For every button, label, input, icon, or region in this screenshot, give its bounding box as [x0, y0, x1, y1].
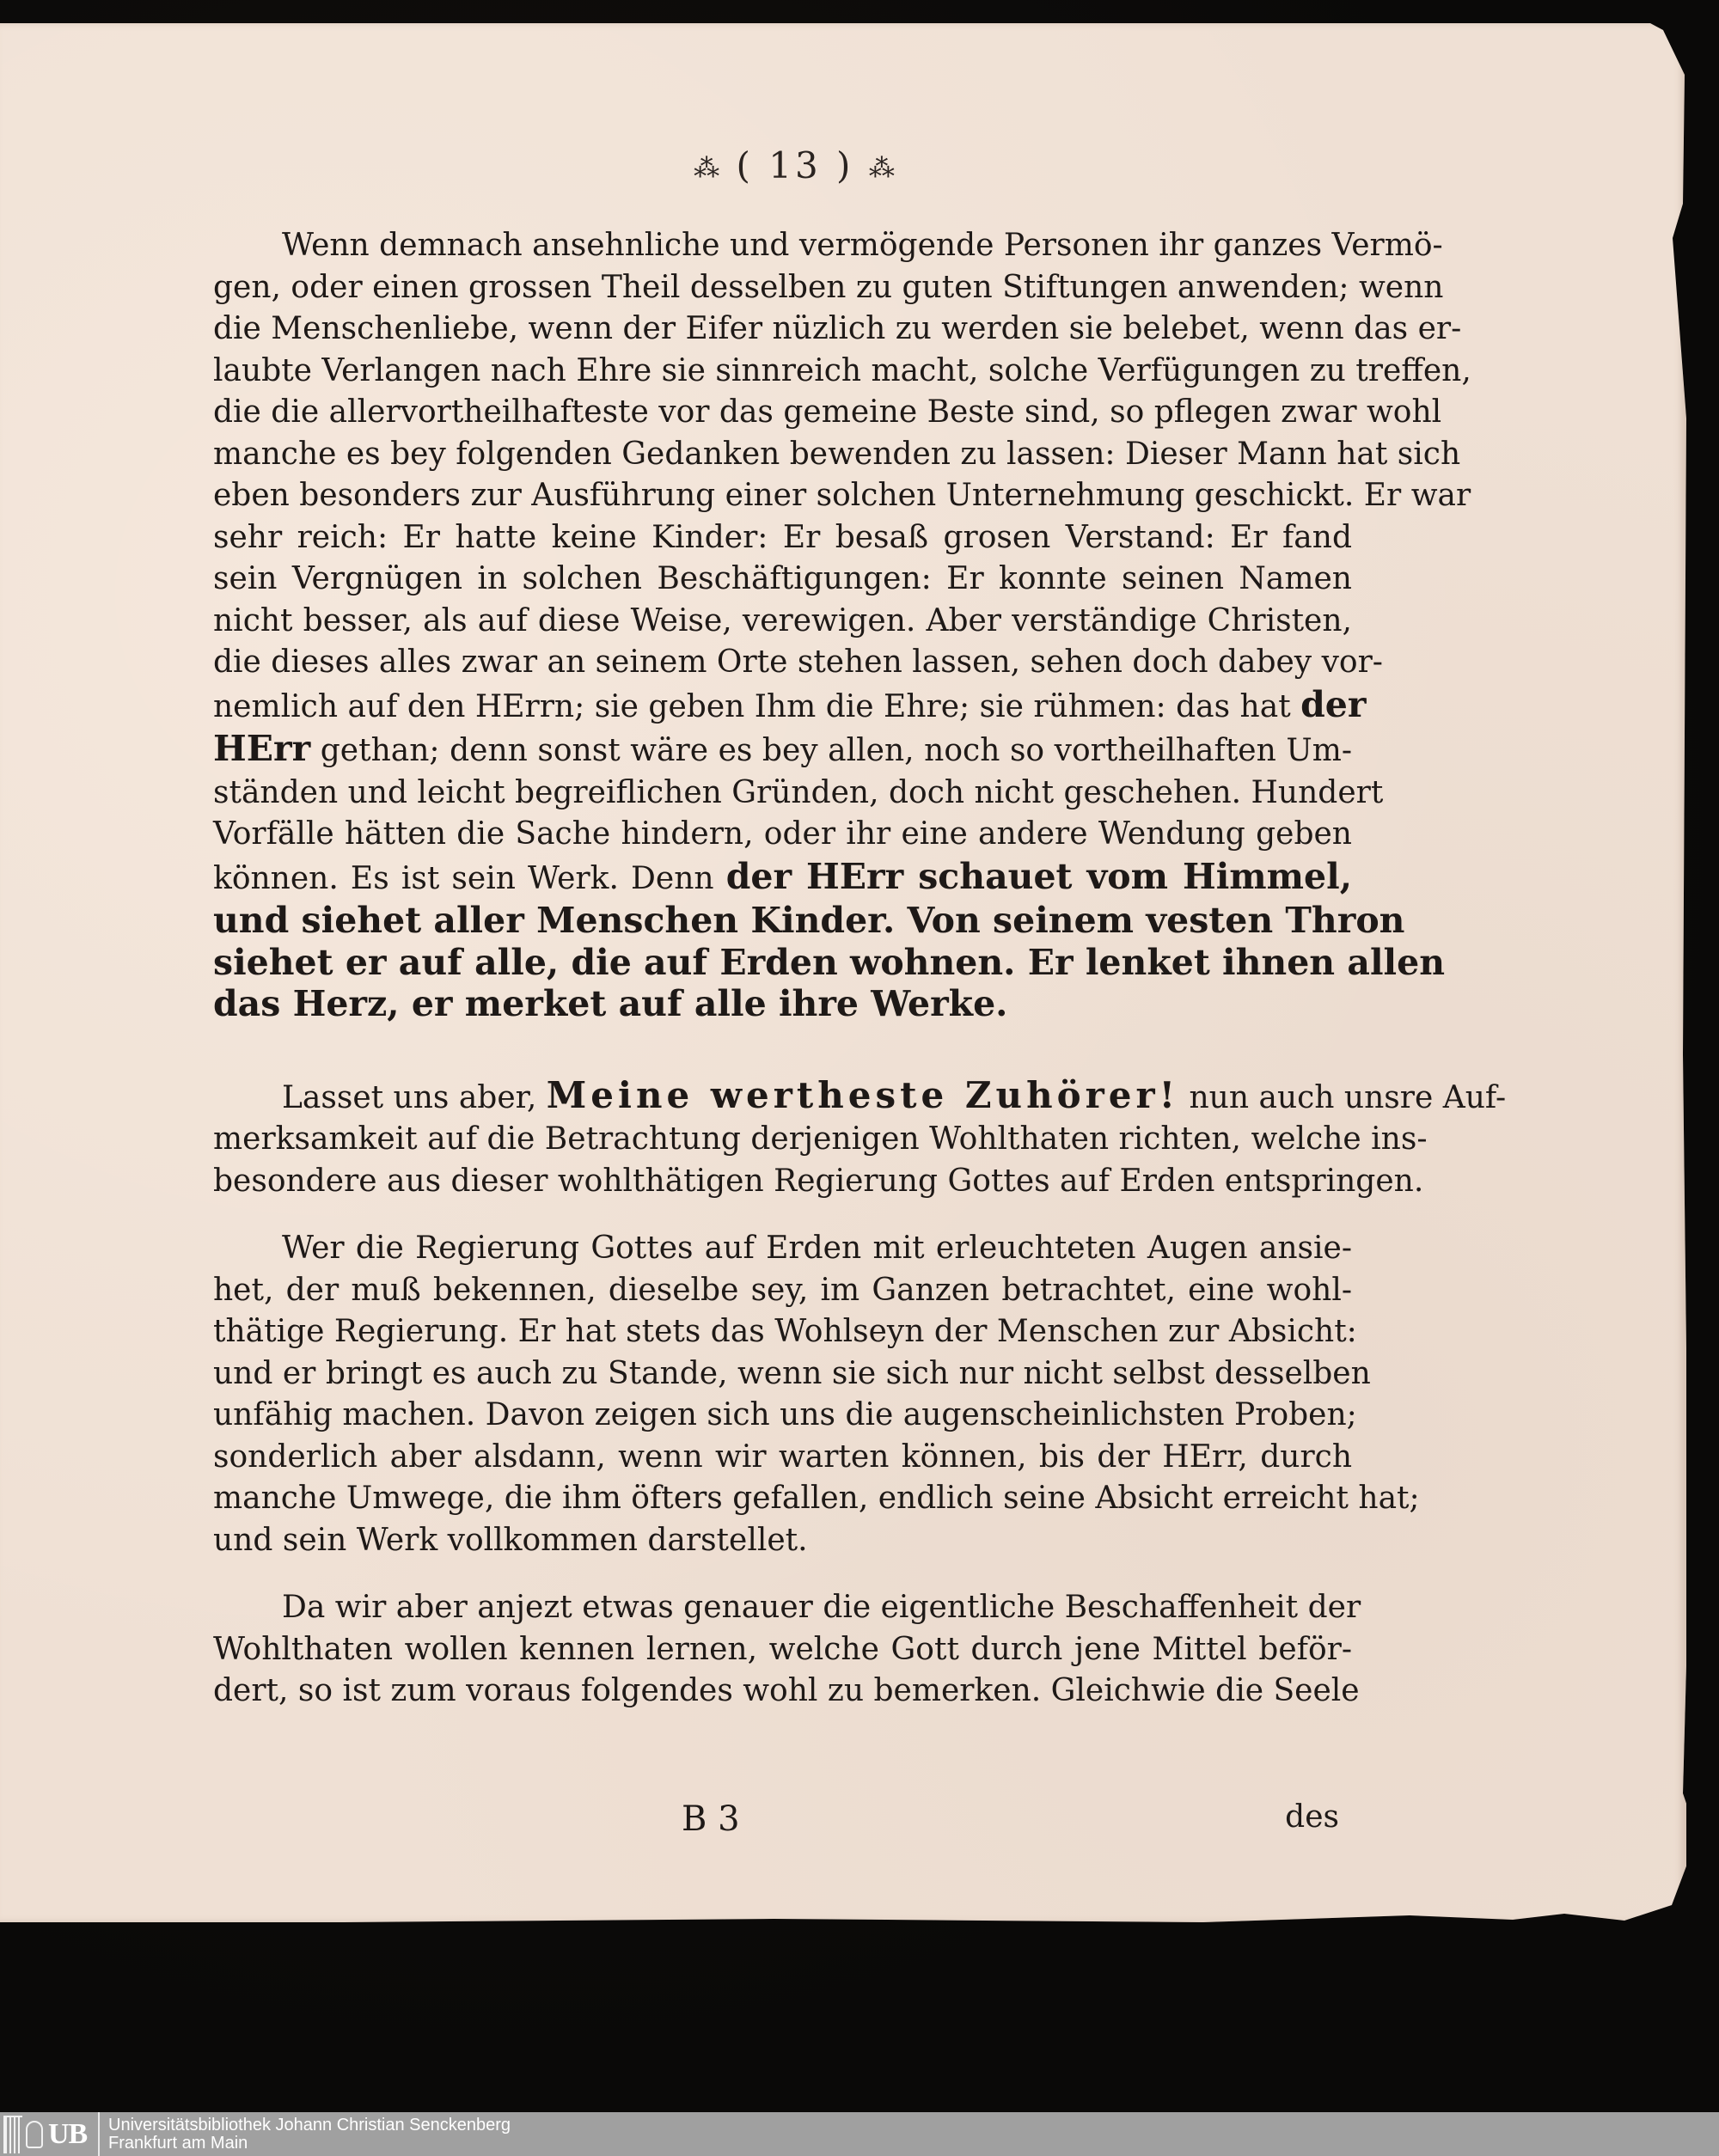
emphasized-text: HErr: [213, 728, 311, 769]
paragraph-spacer: [213, 1202, 1352, 1228]
text-line: unfähig machen. Davon zeigen sich uns die augenscheinlichsten Proben;: [213, 1397, 1357, 1432]
text-line: manche Umwege, die ihm öfters gefallen, endlich seine Absicht erreicht hat;: [213, 1481, 1420, 1516]
text-line: merksamkeit auf die Betrachtung derjenigen Wohlthaten richten, welche ins-: [213, 1121, 1428, 1157]
text-line: laubte Verlangen nach Ehre sie sinnreich macht, solche Verfügungen zu treffen,: [213, 352, 1471, 388]
library-pillars-icon: [3, 2116, 22, 2153]
text-line: manche es bey folgenden Gedanken bewenden zu lassen: Dieser Mann hat sich: [213, 436, 1461, 472]
text-line: [213, 856, 1352, 901]
text-line: sonderlich aber alsdann, wenn wir warten können, bis der HErr, durch: [213, 1438, 1352, 1475]
paragraph-4: [213, 1587, 1361, 1713]
scripture-quote: der HErr schauet vom Himmel,: [725, 855, 1352, 897]
paragraph-3: [213, 1228, 1420, 1561]
page-foot: [213, 1799, 1352, 1842]
body-text: [213, 225, 1507, 1713]
text-line: besondere aus dieser wohlthätigen Regierung Gottes auf Erden entspringen.: [213, 1163, 1424, 1199]
paragraph-1: [213, 225, 1471, 1025]
library-footer: [0, 2112, 1719, 2156]
text-line: Vorfälle hätten die Sache hindern, oder ihr eine andere Wendung geben: [213, 816, 1352, 852]
text-run: Lasset uns aber,: [282, 1079, 547, 1115]
text-line: thätige Regierung. Er hat stets das Wohlseyn der Menschen zur Absicht:: [213, 1314, 1357, 1349]
text-line: sein Vergnügen in solchen Beschäftigungen: Er konnte seinen Namen: [213, 561, 1352, 596]
asterism-ornament-right: ⁂: [868, 153, 896, 184]
text-run: können. Es ist sein Werk. Denn: [213, 860, 726, 896]
text-line: die Menschenliebe, wenn der Eifer nüzlich zu werden sie belebet, wenn das er-: [213, 311, 1462, 346]
senckenberg-portrait-icon: [26, 2121, 43, 2148]
text-line: Da wir aber anjezt etwas genauer die eigentliche Beschaffenheit der: [282, 1590, 1361, 1625]
text-line: und er bringt es auch zu Stande, wenn sie sich nur nicht selbst desselben: [213, 1355, 1371, 1391]
text-line: het, der muß bekennen, dieselbe sey, im Ganzen betrachtet, eine wohl-: [213, 1272, 1352, 1308]
text-line: gen, oder einen grossen Theil desselben zu guten Stiftungen anwenden; wenn: [213, 269, 1444, 305]
text-line: [213, 1073, 1507, 1120]
running-head: [623, 144, 967, 186]
text-line: ständen und leicht begreiflichen Gründen, doch nicht geschehen. Hundert: [213, 774, 1384, 810]
address-to-audience: Meine wertheste Zuhörer!: [546, 1073, 1180, 1116]
text-line: die dieses alles zwar an seinem Orte stehen lassen, sehen doch dabey vor-: [213, 644, 1383, 680]
text-line: die die allervortheilhafteste vor das gemeine Beste sind, so pflegen zwar wohl: [213, 394, 1442, 430]
text-line: sehr reich: Er hatte keine Kinder: Er besaß grosen Verstand: Er fand: [213, 519, 1352, 555]
ub-logo: [0, 2112, 100, 2156]
text-run: nemlich auf den HErrn; sie geben Ihm die Ehre; sie rühmen: das hat: [213, 688, 1301, 724]
scripture-quote-line: und siehet aller Menschen Kinder. Von seinem vesten Thron: [213, 900, 1405, 941]
institution-name: [108, 2116, 511, 2153]
text-line: [213, 728, 1352, 773]
text-run: nun auch unsre Auf-: [1179, 1079, 1507, 1115]
scripture-quote-line: das Herz, er merket auf alle ihre Werke.: [213, 983, 1008, 1024]
text-line: eben besonders zur Ausführung einer solchen Unternehmung geschickt. Er war: [213, 478, 1471, 513]
page-number: ( 13 ): [736, 144, 854, 186]
paragraph-spacer: [213, 1561, 1352, 1587]
text-line: und sein Werk vollkommen darstellet.: [213, 1522, 808, 1558]
text-line: Wenn demnach ansehnliche und vermögende Personen ihr ganzes Vermö-: [282, 228, 1443, 263]
signature-mark: B 3: [682, 1799, 740, 1839]
institution-city: Frankfurt am Main: [108, 2133, 248, 2153]
asterism-ornament-left: ⁂: [694, 153, 722, 184]
text-run: gethan; denn sonst wäre es bey allen, noch so vortheilhaften Um-: [310, 733, 1352, 768]
emphasized-text: der: [1300, 683, 1367, 725]
paragraph-spacer: [213, 1025, 1352, 1075]
catchword: des: [1285, 1799, 1339, 1835]
text-line: dert, so ist zum voraus folgendes wohl zu bemerken. Gleichwie die Seele: [213, 1673, 1360, 1708]
ub-logo-text: UB: [48, 2117, 88, 2150]
text-line: nicht besser, als auf diese Weise, verewigen. Aber verständige Christen,: [213, 602, 1352, 638]
text-line: Wer die Regierung Gottes auf Erden mit erleuchteten Augen ansie-: [282, 1231, 1352, 1266]
paragraph-2: [213, 1073, 1507, 1203]
scripture-quote-line: siehet er auf alle, die auf Erden wohnen. Er lenket ihnen allen: [213, 941, 1445, 983]
text-line: [213, 683, 1367, 729]
text-line: Wohlthaten wollen kennen lernen, welche Gott durch jene Mittel beför-: [213, 1631, 1352, 1667]
institution-line: Universitätsbibliothek Johann Christian Senckenberg: [108, 2115, 511, 2135]
